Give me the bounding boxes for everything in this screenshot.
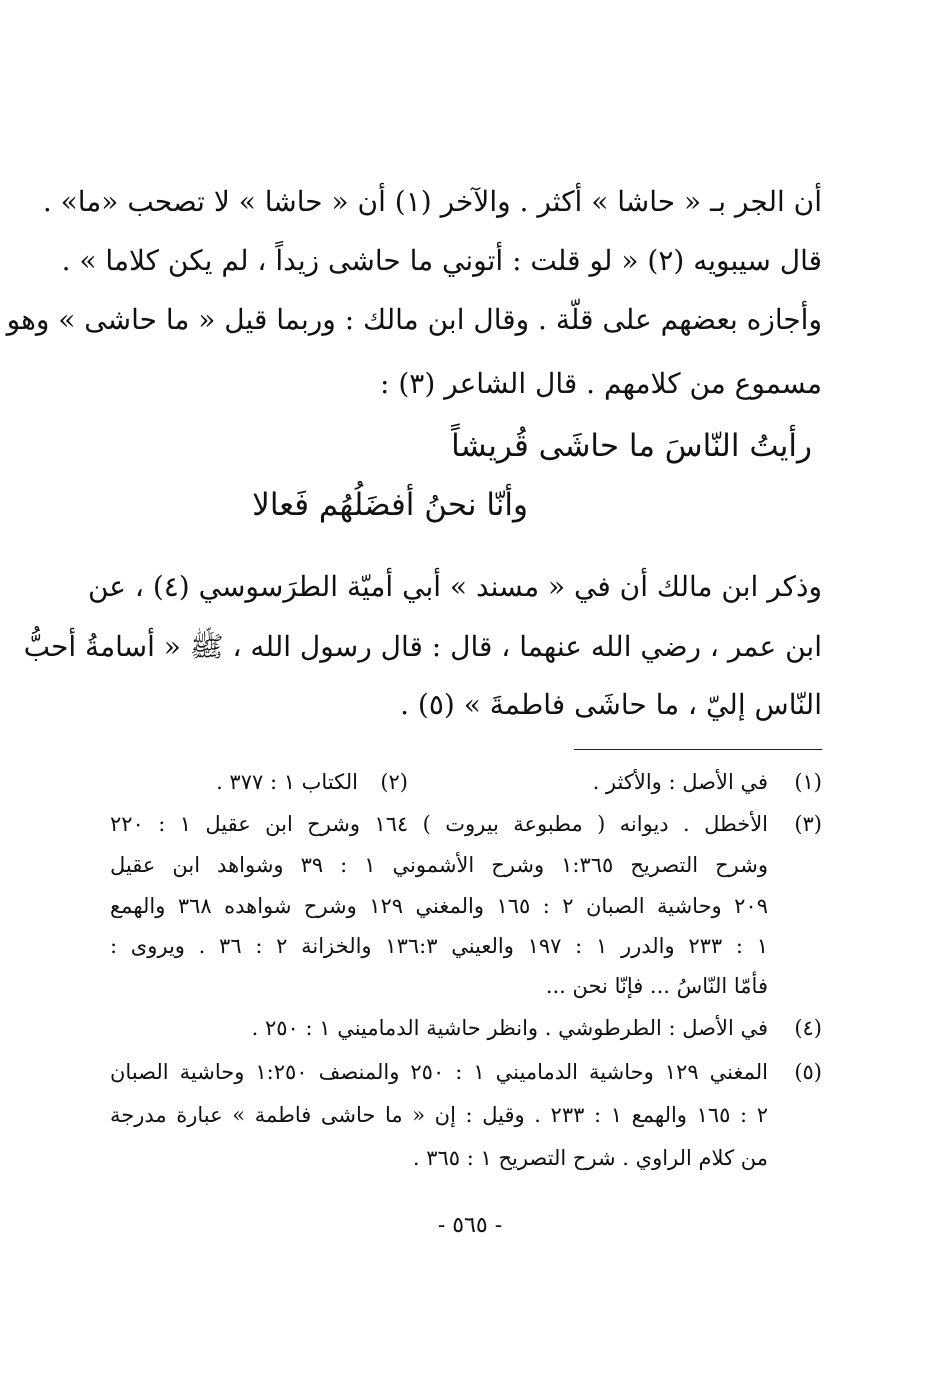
body-line-6: ابن عمر ، رضي الله عنهما ، قال : قال رسول الله ، ﷺ « أسامةُ أحبُّ <box>23 630 822 663</box>
footnote-5-line-3: من كلام الراوي . شرح التصريح ١ : ٣٦٥ . <box>412 1146 768 1170</box>
body-line-3: وأجازه بعضهم على قلّة . وقال ابن مالك : وربما قيل « ما حاشى » وهو <box>6 303 822 336</box>
footnote-2-number: (٢) <box>380 770 408 794</box>
verse-second-hemistich: وأنّا نحنُ أفضَلُهُم فَعالا <box>252 487 528 523</box>
footnote-1-number: (١) <box>794 770 822 794</box>
footnote-4-number: (٤) <box>794 1016 822 1040</box>
footnote-3-number: (٣) <box>794 812 822 836</box>
footnote-5-line-1: المغني ١٢٩ وحاشية الدماميني ١ : ٢٥٠ والمنصف ١:٢٥٠ وحاشية الصبان <box>110 1060 768 1084</box>
footnote-3-line-2: وشرح التصريح ١:٣٦٥ وشرح الأشموني ١ : ٣٩ وشواهد ابن عقيل <box>110 853 768 877</box>
footnote-2-text: الكتاب ١ : ٣٧٧ . <box>216 770 358 794</box>
body-line-2: قال سيبويه (٢) « لو قلت : أتوني ما حاشى زيداً ، لم يكن كلاما » . <box>61 244 822 277</box>
footnote-3-line-3: ٢٠٩ وحاشية الصبان ٢ : ١٦٥ والمغني ١٢٩ وشرح شواهده ٣٦٨ والهمع <box>110 894 768 918</box>
footnote-3-line-5: فأمّا النّاسُ ... فإنّا نحن ... <box>545 974 768 998</box>
footnote-3-line-1: الأخطل . ديوانه ( مطبوعة بيروت ) ١٦٤ وشرح ابن عقيل ١ : ٢٢٠ <box>110 812 769 836</box>
body-line-5: وذكر ابن مالك أن في « مسند » أبي أميّة الطرَسوسي (٤) ، عن <box>87 570 822 603</box>
footnote-4-text: في الأصل : الطرطوشي . وانظر حاشية الدماميني ١ : ٢٥٠ . <box>251 1016 768 1040</box>
page-number: - ٥٦٥ - <box>437 1213 503 1238</box>
footnote-1-text: في الأصل : والأكثر . <box>592 770 768 794</box>
verse-first-hemistich: رأيتُ النّاسَ ما حاشَى قُريشاً <box>451 428 812 464</box>
footnote-5-line-2: ٢ : ١٦٥ والهمع ١ : ٢٣٣ . وقيل : إن « ما حاشى فاطمة » عبارة مدرجة <box>110 1103 768 1127</box>
footnote-separator <box>574 749 822 750</box>
footnote-5-number: (٥) <box>794 1060 822 1084</box>
footnote-3-line-4: ١ : ٢٣٣ والدرر ١ : ١٩٧ والعيني ١٣٦:٣ والخزانة ٢ : ٣٦ . ويروى : <box>110 934 768 958</box>
body-line-7: النّاس إليّ ، ما حاشَى فاطمةَ » (٥) . <box>400 688 822 721</box>
body-line-4: مسموع من كلامهم . قال الشاعر (٣) : <box>380 367 822 400</box>
body-line-1: أن الجر بـ « حاشا » أكثر . والآخر (١) أن « حاشا » لا تصحب «ما» . <box>42 185 822 218</box>
